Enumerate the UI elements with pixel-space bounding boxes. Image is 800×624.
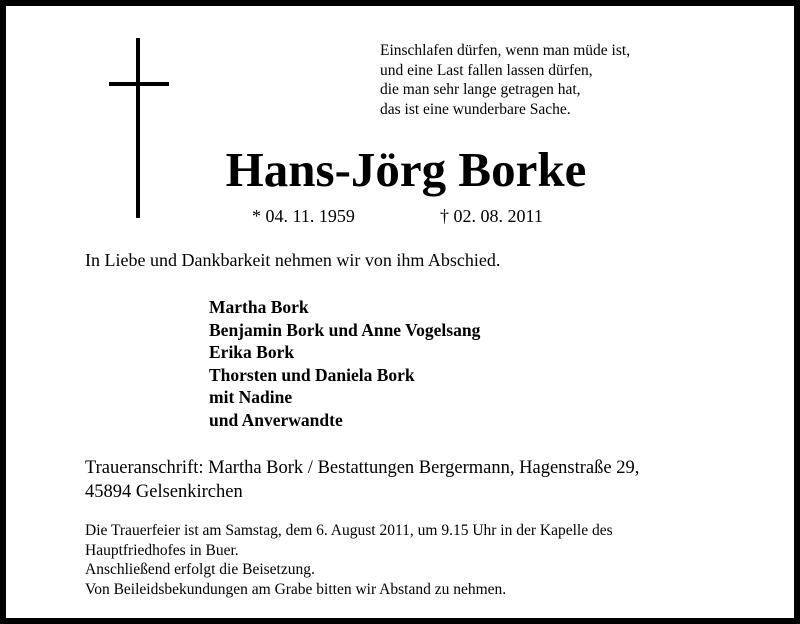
birth-date: * 04. 11. 1959: [252, 206, 355, 226]
mourning-address: [85, 456, 639, 504]
mourner-name: mit Nadine: [209, 387, 293, 407]
poem-line: Einschlafen dürfen, wenn man müde ist,: [380, 42, 631, 59]
ceremony-line: Hauptfriedhofes in Buer.: [85, 541, 239, 559]
mourner-name: Erika Bork: [209, 342, 295, 362]
mourner-name: Benjamin Bork und Anne Vogelsang: [209, 319, 481, 340]
death-date: † 02. 08. 2011: [440, 206, 543, 226]
poem-line: die man sehr lange getragen hat,: [380, 81, 581, 98]
farewell-text: In Liebe und Dankbarkeit nehmen wir von ihm Abschied.: [85, 250, 501, 270]
mourner-name: Martha Bork: [209, 297, 309, 317]
cross-horizontal-bar: [109, 82, 169, 86]
ceremony-info: [85, 521, 613, 599]
ceremony-line: Von Beileidsbekundungen am Grabe bitten wir Abstand zu nehmen.: [85, 580, 507, 598]
ceremony-line: Die Trauerfeier ist am Samstag, dem 6. August 2011, um 9.15 Uhr in der Kapelle des: [85, 522, 613, 539]
mourners-list: [209, 296, 480, 431]
ceremony-line: Anschließend erfolgt die Beisetzung.: [85, 561, 315, 578]
mourner-name: und Anverwandte: [209, 409, 343, 430]
poem: [380, 41, 630, 119]
poem-line: und eine Last fallen lassen dürfen,: [380, 61, 593, 79]
mourner-name: Thorsten und Daniela Bork: [209, 364, 415, 385]
address-line: Traueranschrift: Martha Bork / Bestattungen Bergermann, Hagenstraße 29,: [85, 458, 640, 478]
deceased-name: Hans-Jörg Borke: [225, 142, 587, 197]
address-line: 45894 Gelsenkirchen: [85, 482, 243, 502]
poem-line: das ist eine wunderbare Sache.: [380, 100, 571, 118]
